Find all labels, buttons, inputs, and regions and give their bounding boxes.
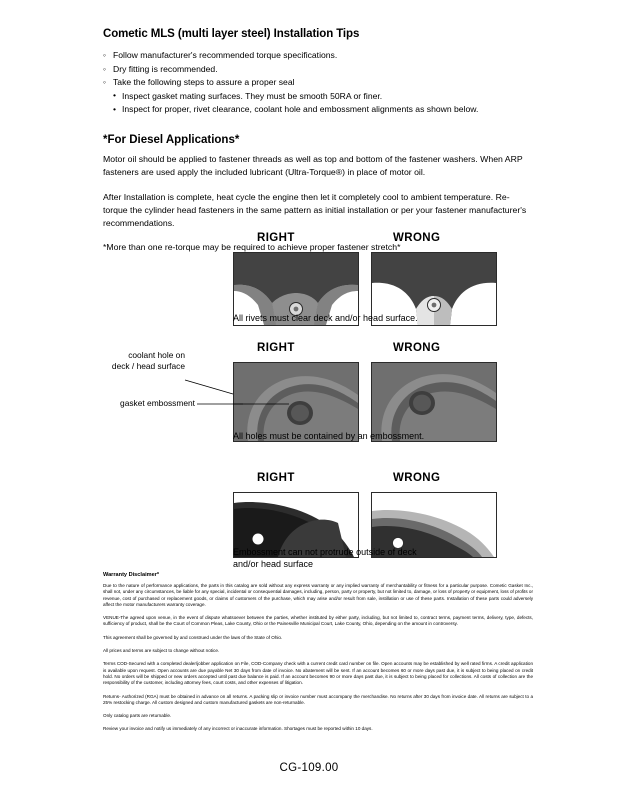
figure-row3-caption-line2: and/or head surface — [233, 559, 314, 569]
warranty-section — [103, 572, 533, 740]
warranty-paragraph: Review your invoice and notify us immediately of any incorrect or inaccurate information. Shortages must be reported within 10 days. — [103, 726, 373, 732]
figure-row-embossment-protrusion — [103, 472, 533, 582]
figure-row2-right-label: RIGHT — [257, 342, 295, 354]
warranty-paragraph: All prices and terms are subject to change without notice. — [103, 648, 220, 654]
diesel-paragraph-1: Motor oil should be applied to fastener threads as well as top and bottom of the fastener washers. When ARP fasteners are used apply the included lubricant (Ultra-Torque®) in place of motor oil. — [103, 153, 523, 178]
list-item: • Inspect gasket mating surfaces. They must be smooth 50RA or finer. — [113, 90, 533, 104]
list-item: ◦ Follow manufacturer's recommended torque specifications. — [103, 49, 533, 63]
diesel-paragraph-2: After Installation is complete, heat cycle the engine then let it completely cool to ambient temperature. Re-torque the cylinder head fasteners in the same pattern as initial installation or per your fastener manufacturer's recommendations. — [103, 191, 527, 229]
installation-subtips-list — [103, 90, 533, 117]
figure-row-embossment-containment — [103, 342, 533, 464]
figures-section — [103, 232, 533, 582]
figure-row1-labels — [103, 232, 533, 250]
figure-row2-wrong-label: WRONG — [393, 342, 441, 354]
figure-row3-caption-line1: Embossment can not protrude outside of deck — [233, 547, 417, 557]
figure-row1-caption: All rivets must clear deck and/or head surface. — [233, 313, 418, 323]
figure-row1-right-label: RIGHT — [257, 232, 295, 244]
figure-row2-leader-label-2: gasket embossment — [120, 398, 195, 408]
figure-row3-wrong-label: WRONG — [393, 472, 441, 484]
list-item: • Inspect for proper, rivet clearance, coolant hole and embossment alignments as shown below. — [113, 103, 533, 117]
instructions-section — [103, 28, 533, 255]
figure-row3-right-label: RIGHT — [257, 472, 295, 484]
diesel-paragraph-3: *More than one re-torque may be required to achieve proper fastener stretch* — [103, 242, 401, 253]
figure-row1-wrong-label: WRONG — [393, 232, 441, 244]
installation-tips-list — [103, 49, 533, 90]
leader-label-line1: coolant hole on — [128, 350, 185, 360]
list-item: ◦ Dry fitting is recommended. — [103, 63, 533, 77]
figure-row3-labels — [103, 472, 533, 490]
warranty-paragraph: Terms COD-Secured with a completed dealer/jobber application on File, COD-Company check with a current credit card number on file. Open accounts may be established by well rated firms. A credit application is available upon request. Open accounts are due payable Net 30 days from date of invoice. No abatement will be sent. If an account becomes 60 or more days past due, it is subject to being placed on credit hold. No orders will be shipped or new orders accepted until past due balance is paid. If an account becomes 90 or more days past due, it is subject to being placed for collections. All costs of collection are the responsibility of the customer, including attorney fees, court costs, and other expenses of litigation. — [103, 661, 533, 686]
warranty-paragraph: VENUE-The agreed upon venue, in the event of dispute whatsoever between the parties, whether instituted by either party, including, but not limited to, contract terms, payment terms, delivery, type, defects, sufficiency of product, shall be the Court of Common Pleas, Lake County, Ohio or the Painesville Municipal Court, Lake County, Ohio, depending on the amount in controversy. — [103, 615, 533, 627]
warranty-paragraph: This agreement shall be governed by and construed under the laws of the State of Ohio. — [103, 634, 283, 640]
warranty-heading: Warranty Disclaimer* — [103, 572, 160, 578]
leader-label-line2: deck / head surface — [111, 361, 185, 371]
document-number: CG-109.00 — [279, 762, 339, 774]
figure-row2-leader-lines-2 — [233, 360, 373, 440]
warranty-paragraph: Due to the nature of performance applications, the parts in this catalog are sold without any express warranty or any implied warranty of merchantability or fitness for a particular purpose. Cometic Gasket Inc., shall not, under any circumstances, be liable for any special, incidental or consequential damages, including, person, party or property, but not limited to, damage, or loss of property or equipment, loss of profits or revenue, cost of purchased or replacement goods, or claims of customers of the purchase, which may arise and/or result from sale, instillation or use of these parts. Installation of these parts could adversely affect the motor manufacturers warranty coverage. — [103, 583, 533, 607]
figure-row3-caption — [233, 546, 553, 570]
figure-row2-caption: All holes must be contained by an embossment. — [233, 431, 425, 441]
page-title: Cometic MLS (multi layer steel) Installation Tips — [103, 28, 360, 40]
figure-row-rivet-clearance — [103, 232, 533, 336]
figure-row2-leader-label-1 — [103, 350, 185, 372]
list-item: ◦ Take the following steps to assure a proper seal — [103, 76, 533, 90]
warranty-paragraph: Returns- Authorized (RGA) must be obtained in advance on all returns. A packing slip or invoice number must accompany the merchandise. No returns after 30 days from invoice date. All returns are subject to a 25% restocking charge. All custom designed and custom manufactured gaskets are non-returnable. — [103, 693, 533, 705]
warranty-paragraph: Only catalog parts are returnable. — [103, 713, 172, 719]
diesel-section-heading: *For Diesel Applications* — [103, 133, 240, 146]
